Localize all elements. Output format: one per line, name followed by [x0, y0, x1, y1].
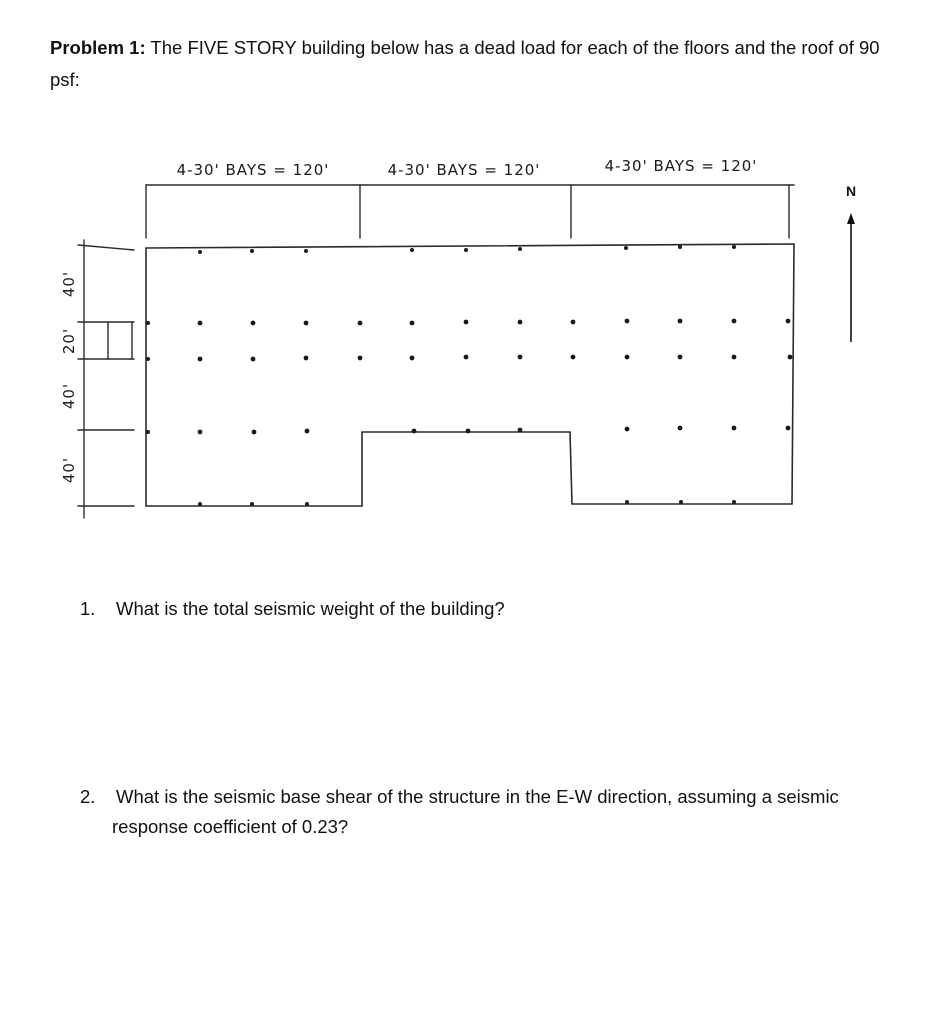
- left-dim-label-4: 40': [60, 456, 78, 484]
- north-label: N: [845, 183, 857, 199]
- top-dim-label-1: 4-30' BAYS = 120': [176, 161, 330, 179]
- question-text: What is the seismic base shear of the structure in the E-W direction, assuming a seismic: [116, 786, 839, 807]
- top-dim-label-2: 4-30' BAYS = 120': [387, 161, 541, 179]
- left-dim-tick: [78, 245, 134, 250]
- question-text-continued: response coefficient of 0.23?: [112, 816, 349, 837]
- question-number: 2.: [80, 786, 96, 807]
- question-number: 1.: [80, 598, 96, 619]
- problem-label: Problem 1:: [50, 37, 146, 58]
- question-text: What is the total seismic weight of the building?: [116, 598, 505, 619]
- building-outline: [146, 244, 794, 506]
- question-1: [80, 594, 880, 624]
- left-dim-label-1: 40': [60, 270, 78, 298]
- question-2: [80, 782, 880, 842]
- top-dim-label-3: 4-30' BAYS = 120': [604, 157, 758, 175]
- left-dim-label-3: 40': [60, 382, 78, 410]
- problem-text: The FIVE STORY building below has a dead load for each of the floors and the roof of 90 psf:: [50, 37, 880, 90]
- north-arrowhead-icon: [847, 213, 855, 224]
- left-dim-label-2: 20': [60, 327, 78, 355]
- column-grid: [146, 245, 792, 506]
